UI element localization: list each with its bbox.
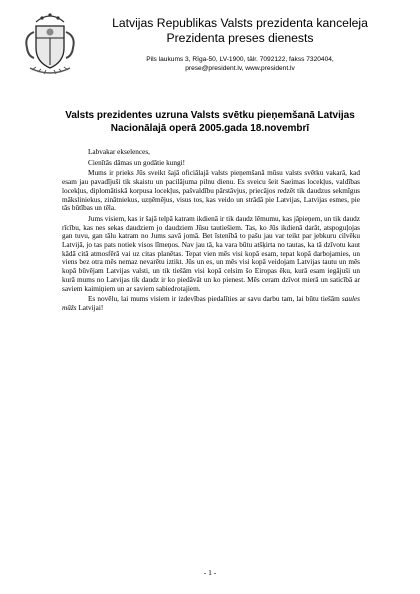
speech-body xyxy=(62,148,360,315)
greeting-line-1: Labvakar ekselences, xyxy=(88,148,150,156)
greeting-line-2: Cienītās dāmas un godātie kungi! xyxy=(88,158,186,167)
contact-info xyxy=(90,55,390,73)
organization-name: Latvijas Republikas Valsts prezidenta kanceleja xyxy=(112,16,368,30)
document-title xyxy=(40,109,380,135)
page-number: - 1 - xyxy=(203,568,217,577)
title-line-1: Valsts prezidentes uzruna Valsts svētku pieņemšanā Latvijas xyxy=(65,110,355,121)
paragraph-3 xyxy=(62,295,360,312)
letterhead xyxy=(90,16,390,73)
paragraph-2: Jums visiem, kas ir šajā telpā katram ikdienā ir tik daudz lēmumu, kas jāpieņem, un tik daudz rīcību, kas nes sekas daudziem jo daudziem Jūsu tautiešiem. Tas, ko Jūs ikdienā darāt, atspoguļojas gan tuvu, gan tālu katram no Jums savā jomā. Bet īstenībā to pašu jau var teikt par jebkuru cilvēku Latvijā, jo tas pats notiek visos līmeņos. Nav jau tā, ka vara būtu atšķirta no tautas, ka tā dzīvotu kaut kādā citā atmosfērā vai uz citas planētas. Tepat vien mēs visi kopā esam, tepat kopā darbojamies, un viens bez otra mēs nemaz nevarētu iztikt. Jūs un es, un mēs visi kopā veidojam Latvijas tautu un mēs kopā būvējam Latvijas valsti, un tik tiešām visi kopā celsim šo Eiropas ēku, kurā esam iegājuši un kurā mums no Latvijas tik daudz ir ko piedāvāt un ko pienest. Mēs ceram dzīvot mierā un saticībā ar saviem kaimiņiem un ar saviem sabiedrotajiem. xyxy=(62,214,360,293)
paragraph-3-emphasis: saules mūžs xyxy=(62,295,360,312)
paragraph-1: Mums ir prieks Jūs sveikt šajā oficiālajā valsts pieņemšanā mūsu valsts svētku vakarā, kad esam jau pavadījuši tik skaistu un pacilājuma pilnu dienu. Es sveicu šeit Saeimas locekļus, valdības locekļus, diplomātiskā korpusa locekļus, pašvaldību pārstāvjus, priecājos redzēt tik daudzus sekmīgus māksliniekus, zinātniekus, uzņēmējus, visus tos, kas veido un strādā pie Latvijas, Latvijas esmes, pie tās būtības un tēla. xyxy=(62,169,360,213)
contact-address: Pils laukums 3, Rīga-50, LV-1900, tālr. 7092122, fakss 7320404, xyxy=(146,56,334,63)
department-name: Prezidenta preses dienests xyxy=(166,31,314,45)
contact-email-web: prese@president.lv, www.president.lv xyxy=(185,65,295,72)
paragraph-3-end: Latvijai! xyxy=(78,303,104,312)
title-line-2: Nacionālajā operā 2005.gada 18.novembrī xyxy=(110,123,310,134)
paragraph-3-start: Es novēlu, lai mums visiem ir izdevības piedalīties ar savu darbu tam, lai būtu tiešām xyxy=(88,295,340,304)
latvia-coat-of-arms-icon xyxy=(22,12,78,78)
